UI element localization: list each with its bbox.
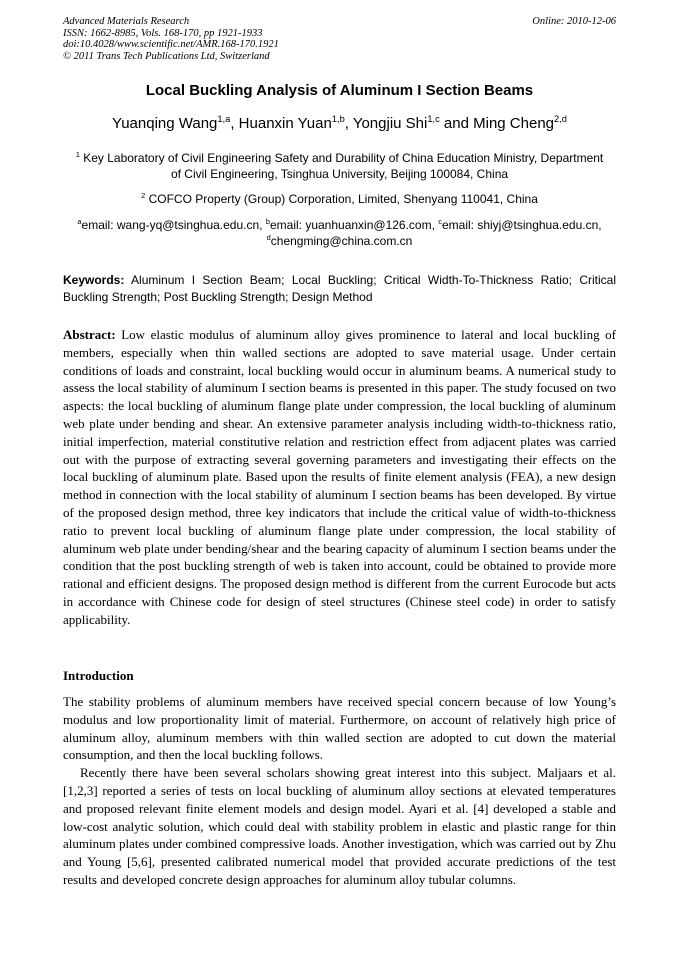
- author-sep: and: [439, 115, 474, 132]
- affiliation-1: [63, 150, 616, 182]
- online-date: Online: 2010-12-06: [532, 16, 616, 27]
- keywords-label: Keywords:: [63, 273, 125, 287]
- author-sup: 2,d: [554, 114, 567, 124]
- email-a[interactable]: email: wang-yq@tsinghua.edu.cn,: [81, 218, 266, 232]
- email-sup: d: [266, 233, 271, 242]
- email-c[interactable]: email: shiyj@tsinghua.edu.cn,: [441, 218, 602, 232]
- author-sup: 1,a: [217, 114, 231, 124]
- email-sup: b: [265, 217, 270, 226]
- author-list: [63, 115, 616, 132]
- author-name: Yongjiu Shi: [352, 115, 428, 132]
- author-sup: 1,b: [331, 114, 345, 124]
- doi-line: doi:10.4028/www.scientific.net/AMR.168-170.1921: [63, 39, 279, 50]
- journal-header: [63, 16, 616, 62]
- introduction-body: [63, 693, 616, 889]
- author-name: Huanxin Yuan: [238, 115, 332, 132]
- paper-title: Local Buckling Analysis of Aluminum I Section Beams: [145, 82, 534, 99]
- keywords-block: [63, 272, 616, 306]
- author-name: Ming Cheng: [473, 115, 555, 132]
- email-line-1: [63, 217, 616, 233]
- copyright-line: © 2011 Trans Tech Publications Ltd, Switzerland: [63, 50, 270, 62]
- email-b[interactable]: email: yuanhuanxin@126.com,: [269, 218, 439, 232]
- abstract-block: [63, 326, 616, 629]
- affiliation-sup: 2: [141, 191, 146, 200]
- intro-paragraph-1: The stability problems of aluminum members have received special concern because of low Young’s modulus and low proportionality limit of material. Furthermore, on account of relatively high price of aluminum alloy, aluminum members with thin walled section are adopted to cut down the material consumption, and then the local buckling follows.: [63, 694, 616, 763]
- author-sep: ,: [344, 115, 353, 132]
- email-line-2: [63, 233, 616, 249]
- introduction-heading: Introduction: [63, 668, 134, 683]
- affiliation-text: Key Laboratory of Civil Engineering Safety and Durability of China Education Ministry, Department: [79, 151, 604, 165]
- issn-line: ISSN: 1662-8985, Vols. 168-170, pp 1921-1933: [63, 27, 263, 39]
- journal-name: Advanced Materials Research: [63, 16, 190, 27]
- affiliation-2: [63, 191, 616, 207]
- email-d[interactable]: chengming@china.com.cn: [270, 234, 413, 248]
- email-block: [63, 217, 616, 249]
- affiliation-text: COFCO Property (Group) Corporation, Limited, Shenyang 110041, China: [145, 192, 538, 206]
- affiliation-1-line-2: of Civil Engineering, Tsinghua University, Beijing 100084, China: [170, 167, 509, 181]
- author-sup: 1,c: [427, 114, 440, 124]
- keywords-text: Aluminum I Section Beam; Local Buckling; Critical Width-To-Thickness Ratio; Critical Buckling Strength; Post Buckling Strength; Design Method: [63, 273, 616, 304]
- abstract-text: Low elastic modulus of aluminum alloy gives prominence to lateral and local buckling of members, especially when thin walled sections are adopted to save material usage. Under certain conditions of loads and constraint, local buckling would occur in aluminum beams. A numerical study to assess the local stability of aluminum I section beams is presented in this paper. The study focused on two aspects: the local buckling of aluminum flange plate under compression, the local buckling of aluminum web plate under bending and shear. An extensive parameter analysis including width-to-thickness ratio, initial imperfection, material constitutive relation and restriction effect from adjacent plates was carried out with the purpose of extracting several governing parameters and investigating their effects on the local buckling of aluminum plate. Based upon the results of finite element analysis (FEA), a new design method in connection with the local stability of aluminum I section beams has been developed. By virtue of the proposed design method, three key indicators that include the critical value of width-to-thickness ratio to prevent local buckling of aluminum flange plate under compression, the local stability of aluminum web plate under bending/shear and the bearing capacity of aluminum I section beams under the condition that the post buckling strength of web is taken into account, could be obtained to provide more rational and efficient designs. The proposed design method is different from the current Eurocode but acts in accordance with Chinese code for design of steel structures (Chinese steel code) in order to satisfy applicability.: [63, 327, 616, 627]
- affiliation-1-line-1: [63, 150, 616, 166]
- email-sup: a: [77, 217, 82, 226]
- abstract-label: Abstract:: [63, 327, 116, 342]
- intro-paragraph-2: Recently there have been several scholars showing great interest into this subject. Maljaars et al. [1,2,3] reported a series of tests on local buckling of aluminum alloy sections at elevated temperatures and proposed relevant finite element models and design model. Ayari et al. [4] developed a stable and low-cost analytic solution, which could deal with stability problem in elastic and plastic range for thin aluminum plates under combined compressive loads. Another investigation, which was carried out by Zhu and Young [5,6], presented calibrated numerical model that provided accurate predictions of the test results and developed concrete design approaches for aluminum alloy tubular columns.: [63, 765, 616, 887]
- author-sep: ,: [230, 115, 239, 132]
- email-sup: c: [438, 217, 442, 226]
- affiliation-sup: 1: [75, 150, 80, 159]
- author-name: Yuanqing Wang: [112, 115, 218, 132]
